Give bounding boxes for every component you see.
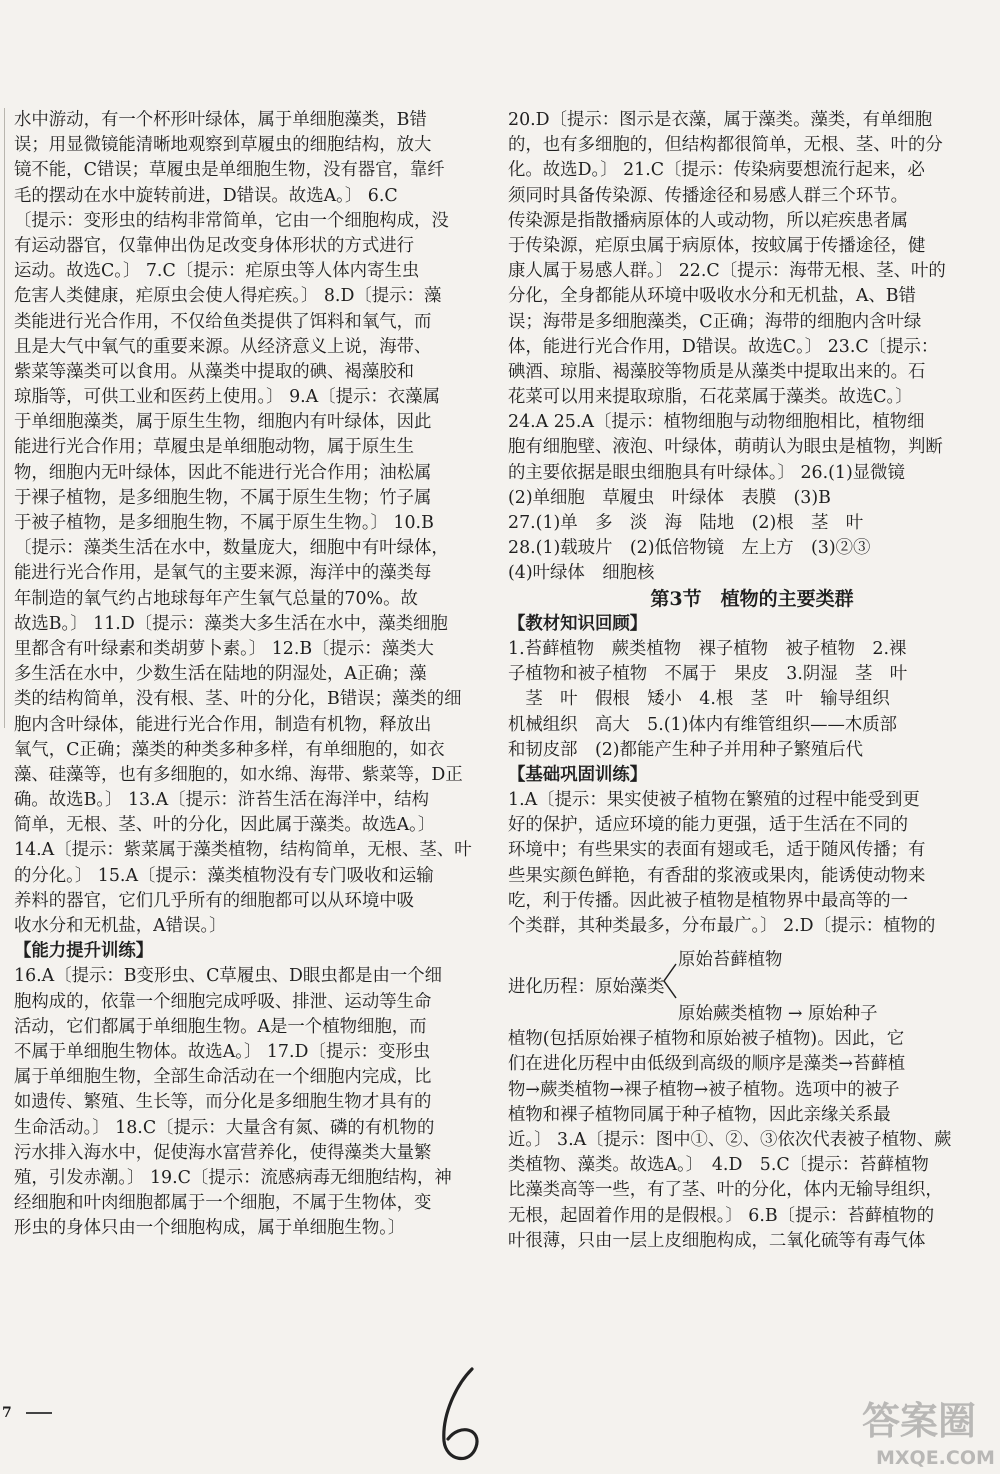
text-line: 运动。故选C。〕 7.C〔提示：疟原虫等人体内寄生虫: [14, 261, 420, 282]
text-line: 些果实颜色鲜艳，有香甜的浆液或果肉，能诱使动物来: [508, 865, 926, 886]
text-line: 无根，起固着作用的是假根。〕 6.B〔提示：苔藓植物的: [508, 1205, 935, 1226]
text-line: 茎 叶 假根 矮小 4.根 茎 叶 输导组织: [508, 689, 890, 710]
text-line: 比藻类高等一些，有了茎、叶的分化，体内无输导组织，: [508, 1180, 943, 1201]
text-line: 生命活动。〕 18.C〔提示：大量含有氮、磷的有机物的: [14, 1117, 435, 1138]
text-line: 吃，利于传播。因此被子植物是植物界中最高等的一: [508, 890, 908, 911]
text-line: 的分化。〕 15.A〔提示：藻类植物没有专门吸收和运输: [14, 865, 434, 886]
footer-rule: [26, 1412, 52, 1414]
text-line: 类能进行光合作用，不仅给鱼类提供了饵料和氧气，而: [14, 311, 432, 332]
text-line: 类的结构简单，没有根、茎、叶的分化，B错误；藻类的细: [14, 689, 462, 710]
text-line: 于单细胞藻类，属于原生生物，细胞内有叶绿体，因此: [14, 412, 432, 433]
text-line: 收水分和无机盐，A错误。〕: [14, 916, 227, 936]
text-line: 经细胞和叶肉细胞都属于一个细胞，不属于生物体，变: [14, 1193, 432, 1214]
text-line: 1.苔藓植物 蕨类植物 裸子植物 被子植物 2.裸: [508, 638, 907, 659]
text-line: 于传染源，疟原虫属于病原体，按蚊属于传播途径，健: [508, 235, 926, 256]
text-line: 的主要依据是眼虫细胞具有叶绿体。〕 26.(1)显微镜: [508, 462, 905, 483]
text-line: 〔提示：变形虫的结构非常简单，它由一个细胞构成，没: [14, 210, 449, 231]
branch-bracket-icon: [660, 961, 680, 1001]
watermark-sub: MXQE.COM: [876, 1447, 995, 1469]
section-heading: 【能力提升训练】: [14, 941, 154, 962]
handwritten-mark-icon: [420, 1363, 500, 1471]
text-line: 1.A〔提示：果实使被子植物在繁殖的过程中能受到更: [508, 790, 920, 811]
text-line: 16.A〔提示：B变形虫、C草履虫、D眼虫都是由一个细: [14, 966, 443, 987]
left-column: [14, 108, 490, 1241]
evolution-label: 进化历程：原始藻类: [508, 977, 665, 998]
watermark-logo: [858, 1388, 998, 1472]
text-line: 28.(1)载玻片 (2)低倍物镜 左上方 (3)②③: [508, 538, 871, 559]
section-heading: 【教材知识回顾】: [508, 613, 648, 634]
text-line: 须同时具备传染源、传播途径和易感人群三个环节。: [508, 185, 908, 206]
page-number: 7: [2, 1405, 12, 1421]
text-line: 碘酒、琼脂、褐藻胶等物质是从藻类中提取出来的。石: [508, 361, 926, 382]
text-line: 于被子植物，是多细胞生物，不属于原生生物。〕 10.B: [14, 513, 434, 533]
text-line: 琼脂等，可供工业和医药上使用。〕 9.A〔提示：衣藻属: [14, 387, 440, 408]
section-heading: 【基础巩固训练】: [508, 764, 648, 785]
text-line: 氧气，C正确；藻类的种类多种多样，有单细胞的，如衣: [14, 739, 445, 760]
text-line: 类植物、藻类。故选A。〕 4.D 5.C〔提示：苔藓植物: [508, 1155, 929, 1176]
text-line: 简单，无根、茎、叶的分化，因此属于藻类。故选A。〕: [14, 815, 436, 836]
text-line: 个类群，其种类最多，分布最广。〕 2.D〔提示：植物的: [508, 916, 936, 936]
text-line: 康人属于易感人群。〕 22.C〔提示：海带无根、茎、叶的: [508, 261, 946, 282]
text-line: 花菜可以用来提取琼脂，石花菜属于藻类。故选C。〕: [508, 387, 913, 408]
text-line: 活动，它们都属于单细胞生物。A是一个植物细胞，而: [14, 1016, 427, 1037]
right-column-bottom: [508, 1027, 996, 1254]
text-line: 里都含有叶绿素和类胡萝卜素。〕 12.B〔提示：藻类大: [14, 638, 434, 659]
margin-rule: [4, 108, 5, 728]
text-line: 镜不能，C错误；草履虫是单细胞生物，没有器官，靠纤: [14, 160, 445, 181]
text-line: 紫菜等藻类可以食用。从藻类中提取的碘、褐藻胶和: [14, 361, 414, 382]
text-line: 且是大气中氧气的重要来源。从经济意义上说，海带、: [14, 336, 432, 357]
text-line: 子植物和被子植物 不属于 果皮 3.阴湿 茎 叶: [508, 664, 908, 685]
text-line: 植物和裸子植物同属于种子植物，因此亲缘关系最: [508, 1104, 891, 1125]
text-line: 误；海带是多细胞藻类，C正确；海带的细胞内含叶绿: [508, 311, 922, 332]
evolution-diagram: [508, 939, 996, 1027]
text-line: 养料的器官，它们几乎所有的细胞都可以从环境中吸: [14, 890, 414, 911]
text-line: 污水排入海水中，促使海水富营养化，使得藻类大量繁: [14, 1142, 432, 1163]
right-column: [508, 108, 996, 1254]
text-line: 的，也有多细胞的，但结构都很简单，无根、茎、叶的分: [508, 135, 943, 156]
text-line: 传染源是指散播病原体的人或动物，所以疟疾患者属: [508, 210, 908, 231]
watermark-main: 答案圈: [862, 1399, 977, 1443]
text-line: 分化，全身都能从环境中吸收水分和无机盐，A、B错: [508, 286, 916, 307]
text-line: 〔提示：藻类生活在水中，数量庞大，细胞中有叶绿体，: [14, 538, 449, 559]
text-line: 物→蕨类植物→裸子植物→被子植物。选项中的被子: [508, 1079, 900, 1100]
text-line: (4)叶绿体 细胞核: [508, 563, 655, 584]
text-line: 体，能进行光合作用，D错误。故选C。〕 23.C〔提示：: [508, 336, 939, 357]
text-line: 年制造的氧气约占地球每年产生氧气总量的70%。故: [14, 588, 418, 609]
text-line: 于裸子植物，是多细胞生物，不属于原生生物；竹子属: [14, 487, 432, 508]
text-line: 危害人类健康，疟原虫会使人得疟疾。〕 8.D〔提示：藻: [14, 286, 442, 307]
text-line: 误；用显微镜能清晰地观察到草履虫的细胞结构，放大: [14, 135, 432, 156]
text-line: 毛的摆动在水中旋转前进，D错误。故选A。〕 6.C: [14, 185, 398, 206]
text-line: 近。〕 3.A〔提示：图中①、②、③依次代表被子植物、蕨: [508, 1129, 952, 1150]
text-line: 叶很薄，只由一层上皮细胞构成，二氧化硫等有毒气体: [508, 1230, 926, 1251]
text-line: 胞构成的，依靠一个细胞完成呼吸、排泄、运动等生命: [14, 991, 432, 1012]
text-line: 有运动器官，仅靠伸出伪足改变身体形状的方式进行: [14, 235, 414, 256]
text-line: 环境中；有些果实的表面有翅或毛，适于随风传播；有: [508, 840, 926, 861]
text-line: 20.D〔提示：图示是衣藻，属于藻类。藻类，有单细胞: [508, 110, 933, 130]
text-line: 好的保护，适应环境的能力更强，适于生活在不同的: [508, 815, 908, 836]
evolution-lower-branch: 原始蕨类植物 → 原始种子: [678, 1004, 878, 1025]
text-line: 不属于单细胞生物体。故选A。〕 17.D〔提示：变形虫: [14, 1041, 431, 1062]
text-line: 24.A 25.A〔提示：植物细胞与动物细胞相比，植物细: [508, 412, 925, 433]
text-line: 植物(包括原始裸子植物和原始被子植物)。因此，它: [508, 1029, 905, 1050]
text-line: 殖，引发赤潮。〕 19.C〔提示：流感病毒无细胞结构，神: [14, 1167, 452, 1188]
text-line: 藻、硅藻等，也有多细胞的，如水绵、海带、紫菜等，D正: [14, 764, 463, 785]
text-line: 确。故选B。〕 13.A〔提示：浒苔生活在海洋中，结构: [14, 790, 430, 811]
text-line: 故选B。〕 11.D〔提示：藻类大多生活在水中，藻类细胞: [14, 613, 448, 634]
text-line: 和韧皮部 (2)都能产生种子并用种子繁殖后代: [508, 739, 864, 760]
text-line: 如遗传、繁殖、生长等，而分化是多细胞生物才具有的: [14, 1092, 432, 1113]
text-line: 属于单细胞生物，全部生命活动在一个细胞内完成，比: [14, 1067, 432, 1088]
text-line: 胞有细胞壁、液泡、叶绿体，萌萌认为眼虫是植物，判断: [508, 437, 943, 458]
text-line: (2)单细胞 草履虫 叶绿体 表膜 (3)B: [508, 487, 831, 508]
text-line: 多生活在水中，少数生活在陆地的阴湿处，A正确；藻: [14, 664, 427, 685]
text-line: 胞内含叶绿体，能进行光合作用，制造有机物，释放出: [14, 714, 432, 735]
text-line: 14.A〔提示：紫菜属于藻类植物，结构简单，无根、茎、叶: [14, 840, 472, 861]
text-line: 形虫的身体只由一个细胞构成，属于单细胞生物。〕: [14, 1218, 406, 1239]
text-line: 物，细胞内无叶绿体，因此不能进行光合作用；油松属: [14, 462, 432, 483]
text-line: 27.(1)单 多 淡 海 陆地 (2)根 茎 叶: [508, 513, 864, 533]
text-line: 化。故选D。〕 21.C〔提示：传染病要想流行起来，必: [508, 160, 925, 181]
text-line: 机械组织 高大 5.(1)体内有维管组织——木质部: [508, 714, 898, 735]
evolution-upper-branch: 原始苔藓植物: [678, 950, 783, 971]
text-line: 能进行光合作用；草履虫是单细胞动物，属于原生生: [14, 437, 414, 458]
section-title: 第3节 植物的主要类群: [650, 587, 854, 610]
text-line: 水中游动，有一个杯形叶绿体，属于单细胞藻类，B错: [14, 110, 427, 130]
text-line: 能进行光合作用，是氧气的主要来源，海洋中的藻类每: [14, 563, 432, 584]
text-line: 们在进化历程中由低级到高级的顺序是藻类→苔藓植: [508, 1054, 906, 1075]
right-column-top: [508, 108, 996, 939]
